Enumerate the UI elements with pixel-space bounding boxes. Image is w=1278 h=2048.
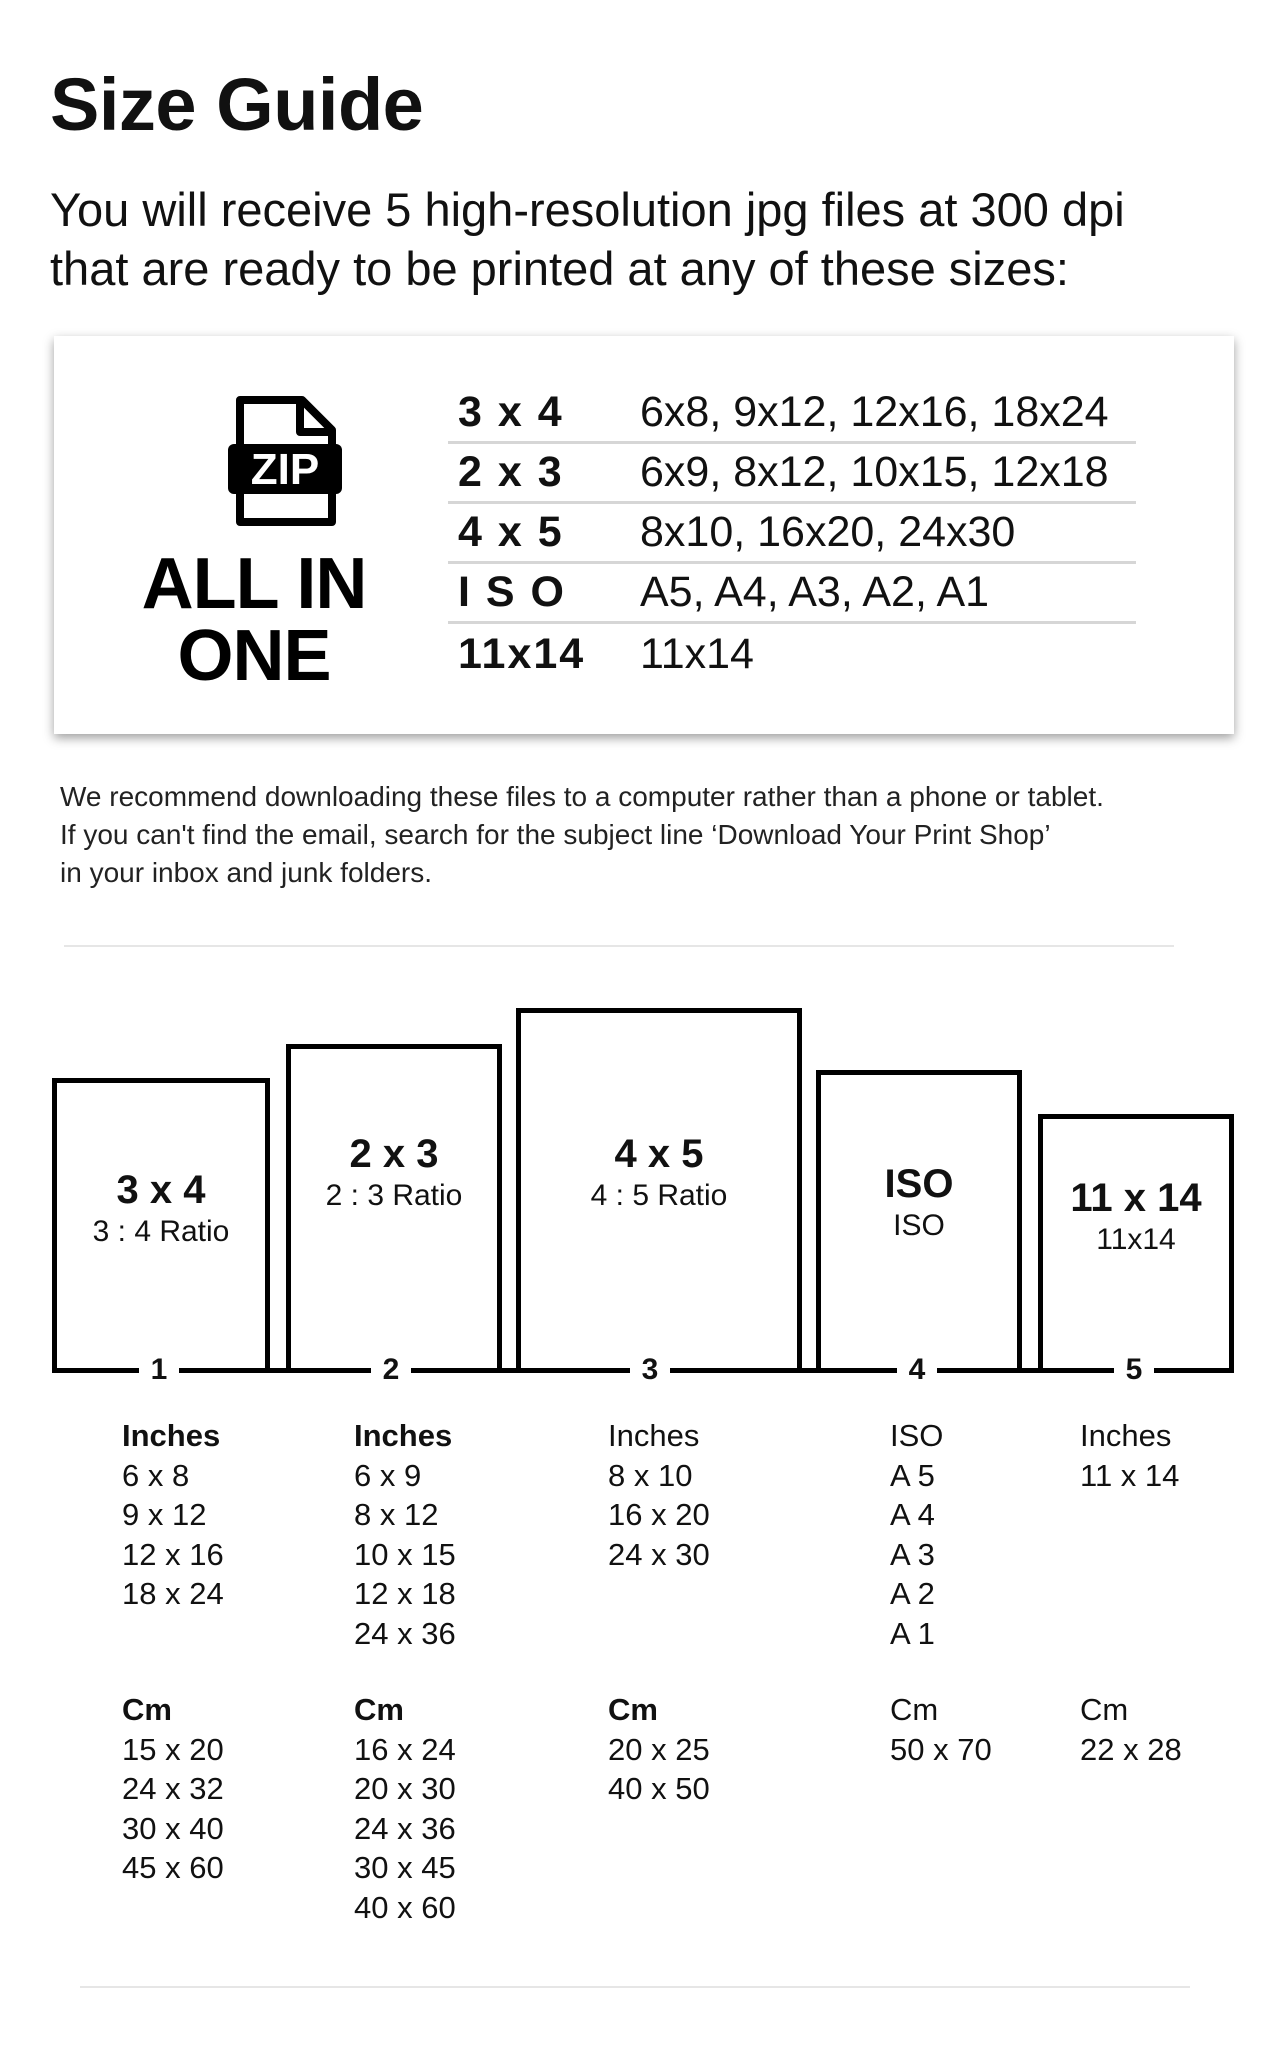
list-item: A 3 bbox=[890, 1536, 935, 1572]
frame-number: 2 bbox=[371, 1350, 411, 1390]
ratio-sizes: 8x10, 16x20, 24x30 bbox=[640, 508, 1016, 556]
sizes-column-3 bbox=[608, 1416, 710, 1574]
cm-column-1 bbox=[122, 1690, 224, 1888]
list-item: 22 x 28 bbox=[1080, 1731, 1182, 1767]
list-item: 24 x 36 bbox=[354, 1810, 456, 1846]
all-in-one-label bbox=[114, 544, 394, 696]
ratio-sizes: 11x14 bbox=[640, 629, 754, 678]
frame-iso bbox=[816, 1070, 1022, 1373]
cm-column-5 bbox=[1080, 1690, 1182, 1769]
ratio-label: 11x14 bbox=[458, 629, 586, 678]
column-heading: Cm bbox=[122, 1692, 172, 1727]
ratio-label: 3 x 4 bbox=[458, 388, 564, 436]
sizes-summary-card bbox=[54, 336, 1234, 734]
note-line-3: in your inbox and junk folders. bbox=[60, 857, 432, 888]
intro-line-2: that are ready to be printed at any of these sizes: bbox=[50, 242, 1069, 295]
list-item: 15 x 20 bbox=[122, 1731, 224, 1767]
cm-column-2 bbox=[354, 1690, 456, 1927]
frame-number: 3 bbox=[630, 1350, 670, 1390]
frame-3x4 bbox=[52, 1078, 270, 1373]
column-heading: Cm bbox=[890, 1692, 939, 1727]
table-row bbox=[448, 624, 1136, 684]
list-item: 12 x 16 bbox=[122, 1536, 224, 1572]
note-line-2: If you can't find the email, search for the subject line ‘Download Your Print Shop’ bbox=[60, 819, 1051, 850]
list-item: 8 x 12 bbox=[354, 1497, 439, 1532]
ratio-sizes: 6x8, 9x12, 12x16, 18x24 bbox=[640, 388, 1109, 436]
ratio-label: 4 x 5 bbox=[458, 508, 564, 556]
list-item: A 2 bbox=[890, 1576, 935, 1611]
list-item: 24 x 36 bbox=[354, 1615, 456, 1651]
list-item: 8 x 10 bbox=[608, 1457, 693, 1493]
list-item: 18 x 24 bbox=[122, 1576, 224, 1611]
list-item: 45 x 60 bbox=[122, 1850, 224, 1885]
zip-icon-label: ZIP bbox=[250, 445, 320, 494]
list-item: 30 x 45 bbox=[354, 1850, 456, 1885]
list-item: 40 x 50 bbox=[608, 1771, 710, 1806]
list-item: A 1 bbox=[890, 1615, 935, 1651]
column-heading: ISO bbox=[890, 1418, 944, 1453]
list-item: 40 x 60 bbox=[354, 1889, 456, 1925]
column-heading: Inches bbox=[608, 1418, 700, 1453]
ratio-sizes-table bbox=[448, 384, 1136, 684]
list-item: 20 x 25 bbox=[608, 1731, 710, 1767]
table-row bbox=[448, 504, 1136, 564]
ratio-sizes: 6x9, 8x12, 10x15, 12x18 bbox=[640, 448, 1109, 496]
list-item: 16 x 24 bbox=[354, 1731, 456, 1767]
column-heading: Cm bbox=[1080, 1692, 1129, 1727]
frame-title: 3 x 4 bbox=[116, 1168, 206, 1212]
frame-title: 2 x 3 bbox=[349, 1132, 439, 1176]
list-item: 20 x 30 bbox=[354, 1771, 456, 1806]
list-item: 50 x 70 bbox=[890, 1731, 992, 1767]
frame-2x3 bbox=[286, 1044, 502, 1373]
list-item: 11 x 14 bbox=[1080, 1457, 1180, 1493]
frame-title: 4 x 5 bbox=[614, 1132, 704, 1176]
column-heading: Cm bbox=[608, 1692, 658, 1727]
table-row bbox=[448, 444, 1136, 504]
download-note bbox=[60, 778, 1104, 892]
cm-column-3 bbox=[608, 1690, 710, 1809]
sizes-column-4 bbox=[890, 1416, 943, 1653]
ratio-label: I S O bbox=[458, 568, 566, 616]
frame-11x14 bbox=[1038, 1114, 1234, 1373]
note-line-1: We recommend downloading these files to a computer rather than a phone or tablet. bbox=[60, 781, 1104, 812]
column-heading: Inches bbox=[1080, 1418, 1172, 1453]
sizes-column-2 bbox=[354, 1416, 456, 1653]
list-item: 24 x 30 bbox=[608, 1536, 710, 1572]
divider-top bbox=[64, 945, 1174, 947]
list-item: 16 x 20 bbox=[608, 1497, 710, 1532]
frame-subtitle: 2 : 3 Ratio bbox=[325, 1179, 463, 1212]
frame-subtitle: 4 : 5 Ratio bbox=[590, 1179, 728, 1212]
intro-text bbox=[50, 180, 1230, 298]
sizes-column-5 bbox=[1080, 1416, 1179, 1495]
column-heading: Inches bbox=[122, 1418, 221, 1453]
list-item: 9 x 12 bbox=[122, 1497, 207, 1532]
all-in-one-line-1: ALL IN bbox=[141, 544, 367, 624]
intro-line-1: You will receive 5 high-resolution jpg files at 300 dpi bbox=[50, 183, 1125, 236]
list-item: A 4 bbox=[890, 1497, 935, 1532]
ratio-sizes: A5, A4, A3, A2, A1 bbox=[640, 568, 990, 616]
ratio-label: 2 x 3 bbox=[458, 448, 564, 496]
frame-4x5 bbox=[516, 1008, 802, 1373]
frame-title: ISO bbox=[884, 1162, 954, 1206]
frame-subtitle: 3 : 4 Ratio bbox=[92, 1215, 230, 1248]
page-title: Size Guide bbox=[50, 63, 424, 146]
list-item: 6 x 8 bbox=[122, 1457, 190, 1493]
frame-number: 4 bbox=[897, 1350, 937, 1390]
table-row bbox=[448, 564, 1136, 624]
list-item: A 5 bbox=[890, 1457, 935, 1493]
list-item: 6 x 9 bbox=[354, 1457, 422, 1493]
sizes-column-1 bbox=[122, 1416, 224, 1614]
table-row bbox=[448, 384, 1136, 444]
column-heading: Cm bbox=[354, 1692, 404, 1727]
zip-file-icon bbox=[226, 396, 344, 526]
frame-number: 1 bbox=[139, 1350, 179, 1390]
frame-subtitle: 11x14 bbox=[1096, 1223, 1176, 1256]
frame-subtitle: ISO bbox=[893, 1209, 945, 1242]
list-item: 10 x 15 bbox=[354, 1536, 456, 1572]
column-heading: Inches bbox=[354, 1418, 453, 1453]
list-item: 12 x 18 bbox=[354, 1576, 456, 1611]
frame-title: 11 x 14 bbox=[1070, 1176, 1202, 1220]
cm-column-4 bbox=[890, 1690, 992, 1769]
list-item: 30 x 40 bbox=[122, 1810, 224, 1846]
all-in-one-line-2: ONE bbox=[177, 616, 331, 696]
frame-number: 5 bbox=[1114, 1350, 1154, 1390]
list-item: 24 x 32 bbox=[122, 1771, 224, 1806]
divider-bottom bbox=[80, 1986, 1190, 1988]
